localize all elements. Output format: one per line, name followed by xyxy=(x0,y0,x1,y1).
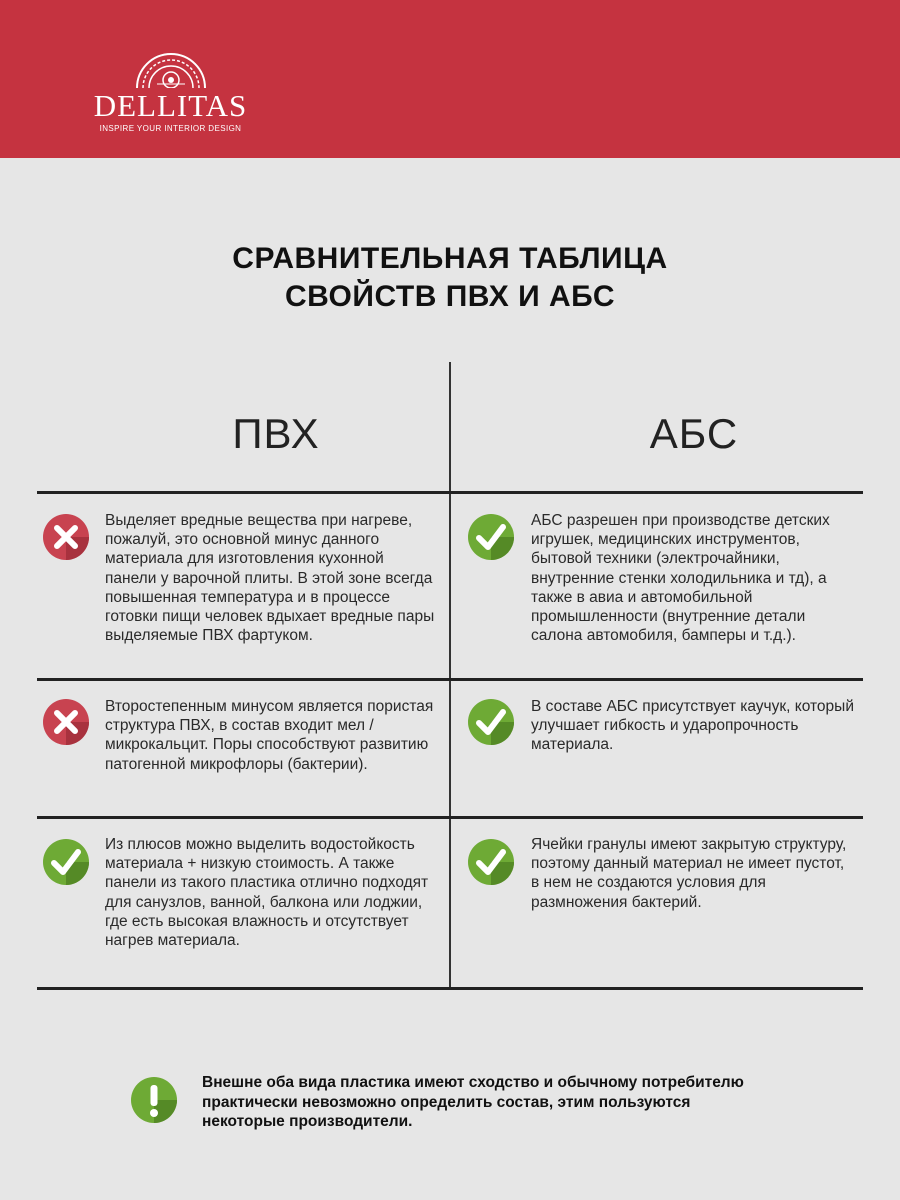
brand-tagline: INSPIRE YOUR INTERIOR DESIGN xyxy=(99,124,242,133)
title-line-2: СВОЙСТВ ПВХ И АБС xyxy=(284,280,616,313)
cross-icon xyxy=(42,698,90,746)
row-divider xyxy=(37,816,863,819)
header-banner xyxy=(0,0,900,158)
column-header-pvh: ПВХ xyxy=(232,410,320,457)
check-icon xyxy=(467,513,515,561)
row-divider xyxy=(37,491,863,494)
row-divider xyxy=(37,987,863,990)
check-icon xyxy=(42,838,90,886)
check-icon xyxy=(467,698,515,746)
exclamation-icon xyxy=(130,1076,178,1124)
table-cell-abs: АБС разрешен при производстве детских игрушек, медицинских инструментов, бытовой техники (электрочайники, внутренние стенки холодильника и тд), а также в авиа и автомобильной промышленности (внутренние детали салона автомобиля, бамперы и т.д.). xyxy=(531,512,830,645)
row-divider xyxy=(37,678,863,681)
brand-name: DELLITAS xyxy=(93,88,248,123)
brand-logo xyxy=(88,44,253,133)
logo-emblem-icon xyxy=(131,44,211,88)
table-cell-abs: В составе АБС присутствует каучук, который улучшает гибкость и ударопрочность материала. xyxy=(531,698,854,754)
page-title xyxy=(0,240,900,316)
table-cell-pvh: Выделяет вредные вещества при нагреве, пожалуй, это основной минус данного материала для изготовления кухонной панели у варочной плиты. В этой зоне всегда повышенная температура и в процессе готовки пищи человек вдыхает вредные пары выделяемые ПВХ фартуком. xyxy=(105,512,435,645)
table-cell-pvh: Второстепенным минусом является пористая структура ПВХ, в состав входит мел / микрокальцит. Поры способствуют развитию патогенной микрофлоры (бактерии). xyxy=(105,698,434,773)
title-line-1: СРАВНИТЕЛЬНАЯ ТАБЛИЦА xyxy=(232,242,668,275)
table-cell-pvh: Из плюсов можно выделить водостойкость материала + низкую стоимость. А также панели из такого пластика отлично подходят для санузлов, ванной, балкона или лоджии, где есть высокая влажность и отсутствует нагрев материала. xyxy=(105,836,429,950)
table-cell-abs: Ячейки гранулы имеют закрытую структуру, поэтому данный материал не имеет пустот, в нем не создаются условия для размножения бактерий. xyxy=(531,836,847,911)
column-header-abs: АБС xyxy=(649,410,739,457)
check-icon xyxy=(467,838,515,886)
footnote: Внешне оба вида пластика имеют сходство и обычному потребителю практически невозможно определить состав, этим пользуются некоторые производители. xyxy=(202,1074,744,1130)
cross-icon xyxy=(42,513,90,561)
